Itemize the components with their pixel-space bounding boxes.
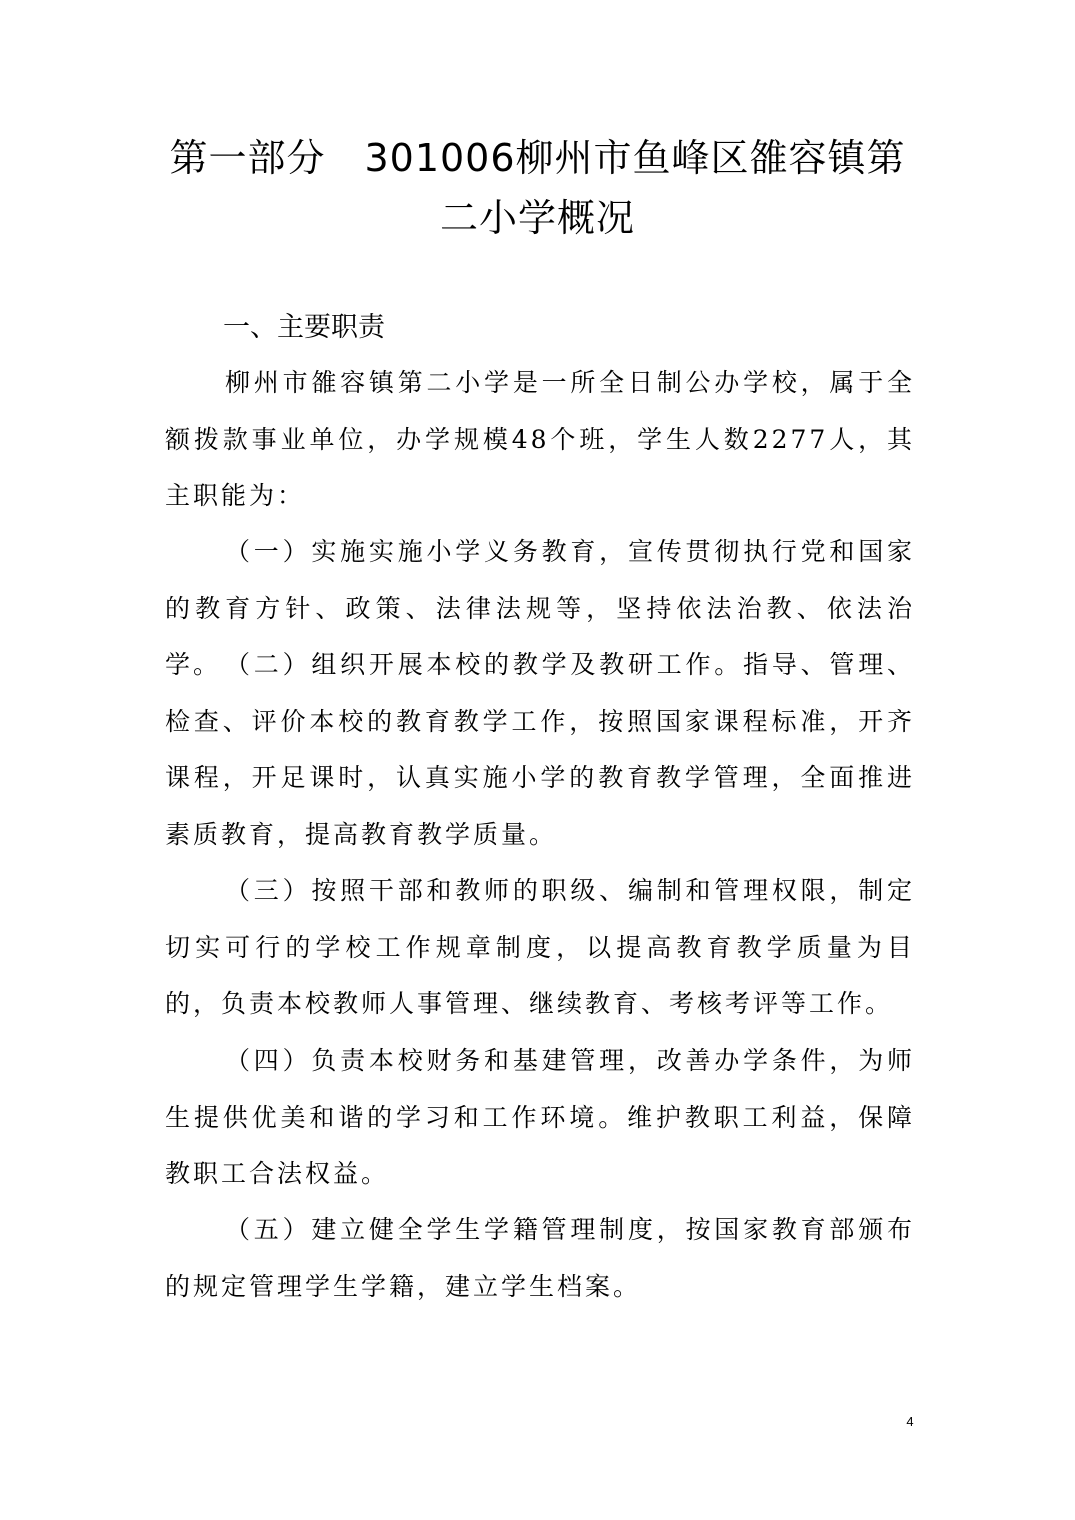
page-number: 4 bbox=[906, 1414, 914, 1429]
page-title-line-1: 第一部分 301006柳州市鱼峰区雒容镇第 bbox=[169, 136, 906, 180]
page-title bbox=[110, 128, 965, 248]
section-heading-main-duties: 一、主要职责 bbox=[223, 312, 385, 343]
paragraph-intro: 柳州市雒容镇第二小学是一所全日制公办学校，属于全额拨款事业单位，办学规模48个班，学生人数2277人，其主职能为： bbox=[165, 368, 915, 510]
paragraph-duty-5: （五）建立健全学生学籍管理制度，按国家教育部颁布的规定管理学生学籍，建立学生档案。 bbox=[165, 1215, 915, 1301]
paragraph-duty-2: （二）组织开展本校的教学及教研工作。指导、管理、检查、评价本校的教育教学工作，按照国家课程标准，开齐课程，开足课时，认真实施小学的教育教学管理，全面推进素质教育，提高教育教学质量。 bbox=[165, 650, 915, 849]
page-title-line-2: 二小学概况 bbox=[439, 196, 635, 240]
paragraph-duty-4: （四）负责本校财务和基建管理，改善办学条件，为师生提供优美和谐的学习和工作环境。维护教职工利益，保障教职工合法权益。 bbox=[165, 1046, 915, 1188]
paragraph-duty-1: （一）实施实施小学义务教育，宣传贯彻执行党和国家的教育方针、政策、法律法规等，坚持依法治教、依法治学。 bbox=[165, 537, 915, 679]
paragraph-duty-3: （三）按照干部和教师的职级、编制和管理权限，制定切实可行的学校工作规章制度，以提高教育教学质量为目的，负责本校教师人事管理、继续教育、考核考评等工作。 bbox=[165, 876, 915, 1018]
